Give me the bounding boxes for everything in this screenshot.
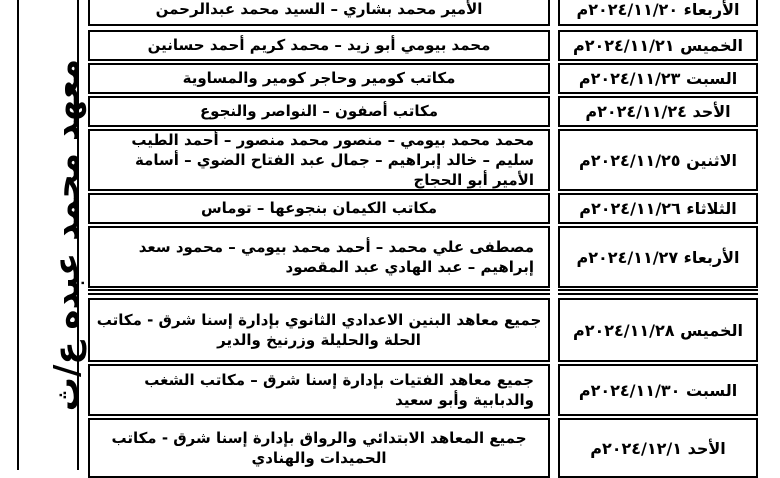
table-row — [88, 0, 758, 26]
names-cell: مكاتب الكيمان بنجوعها – توماس — [88, 193, 550, 224]
table-row — [88, 63, 758, 94]
names-cell: مكاتب أصفون – النواصر والنجوع — [88, 96, 550, 127]
day-date-cell: الأربعاء ٢٠٢٤/١١/٢٧م — [558, 226, 758, 288]
names-cell: جميع معاهد الفتيات بإدارة إسنا شرق – مكاتب الشغب والدبابية وأبو سعيد — [88, 364, 550, 416]
day-date-cell: الثلاثاء ٢٠٢٤/١١/٢٦م — [558, 193, 758, 224]
institute-label: معهد محمد عبده ع/ث — [47, 58, 87, 412]
names-cell: مكاتب كومير وحاجر كومير والمساوية — [88, 63, 550, 94]
table-row — [88, 96, 758, 127]
table-row — [88, 418, 758, 478]
names-cell: محمد محمد بيومي – منصور محمد منصور – أحمد الطيب سليم – خالد إبراهيم – جمال عبد الفتاح الضوي – أسامة الأمير أبو الحجاج — [88, 129, 550, 191]
day-date-cell: الاثنين ٢٠٢٤/١١/٢٥م — [558, 129, 758, 191]
names-cell: محمد بيومي أبو زيد – محمد كريم أحمد حسانين — [88, 30, 550, 61]
table-row — [88, 129, 758, 191]
section-divider — [88, 289, 758, 295]
day-date-cell: الأربعاء ٢٠٢٤/١١/٢٠م — [558, 0, 758, 26]
day-date-cell: الأحد ٢٠٢٤/١١/٢٤م — [558, 96, 758, 127]
names-cell: جميع معاهد البنين الاعدادي الثانوي بإدارة إسنا شرق - مكاتب الحلة والحليلة وزرنيخ والدير — [88, 298, 550, 362]
table-row — [88, 226, 758, 288]
names-cell: مصطفى علي محمد – أحمد محمد بيومي – محمود سعد إبراهيم – عبد الهادي عبد المقصود — [88, 226, 550, 288]
names-cell: الأمير محمد بشاري – السيد محمد عبدالرحمن — [88, 0, 550, 26]
table-row — [88, 193, 758, 224]
names-cell: جميع المعاهد الابتدائي والرواق بإدارة إسنا شرق - مكاتب الحميدات والهنادي — [88, 418, 550, 478]
table-row — [88, 364, 758, 416]
day-date-cell: السبت ٢٠٢٤/١١/٢٣م — [558, 63, 758, 94]
day-date-cell: الخميس ٢٠٢٤/١١/٢٨م — [558, 298, 758, 362]
day-date-cell: الخميس ٢٠٢٤/١١/٢١م — [558, 30, 758, 61]
table-row — [88, 30, 758, 61]
day-date-cell: الأحد ٢٠٢٤/١٢/١م — [558, 418, 758, 478]
table-row — [88, 298, 758, 362]
side-label-column — [17, 0, 87, 470]
day-date-cell: السبت ٢٠٢٤/١١/٣٠م — [558, 364, 758, 416]
